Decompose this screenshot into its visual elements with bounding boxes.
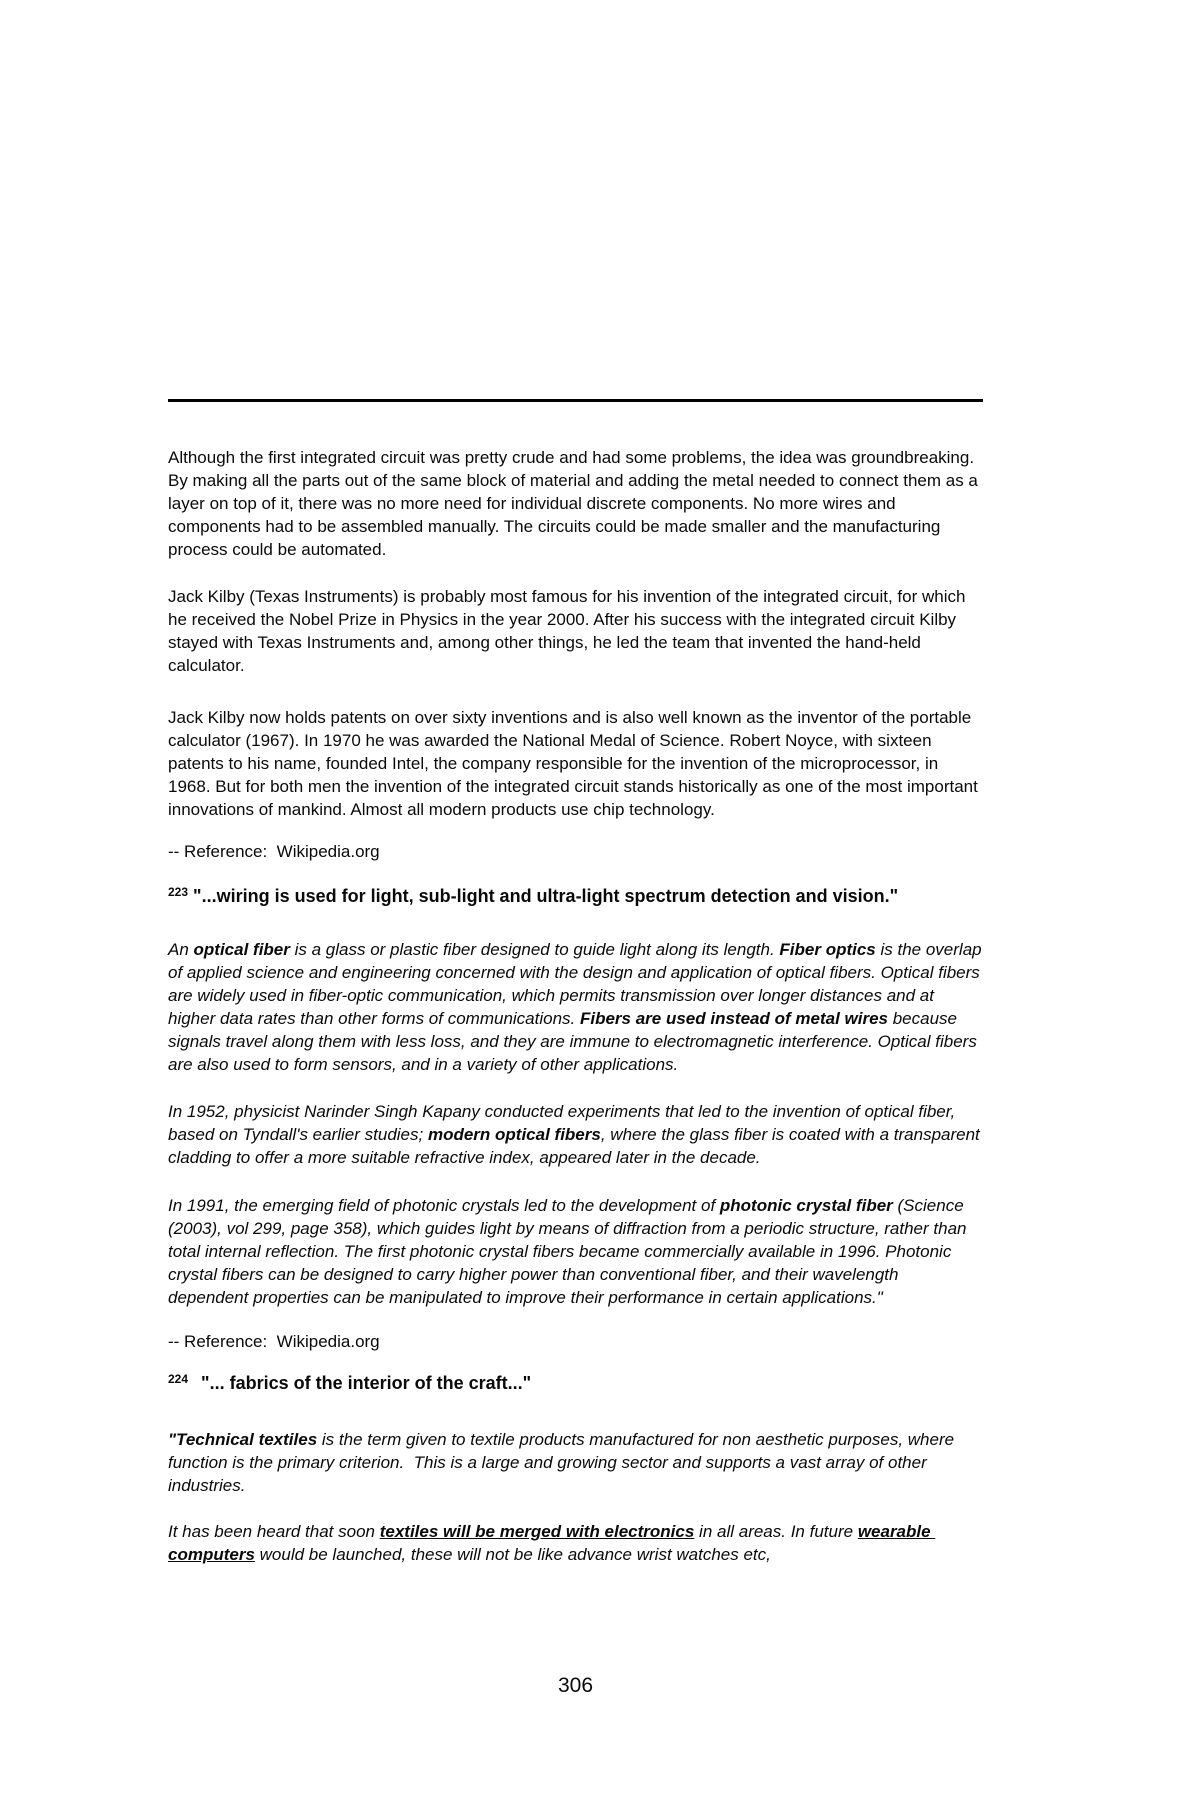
paragraph-integrated-circuit: Although the first integrated circuit was pretty crude and had some problems, the idea was groundbreaking. By making all the parts out of the same block of material and adding the metal needed to connect them as a layer on top of it, there was no more need for individual discrete components. No more wires and components had to be assembled manually. The circuits could be made smaller and the manufacturing process could be automated. xyxy=(168,448,983,559)
footnote-224-number: 224 xyxy=(168,1372,189,1386)
footnote-223 xyxy=(168,880,983,908)
footnote-223-number: 223 xyxy=(168,885,189,899)
paragraph-optical-fiber: An optical fiber is a glass or plastic fiber designed to guide light along its length. Fiber optics is the overlap of applied science and engineering concerned with the design and application of optical fibers. Optical fibers are widely used in fiber-optic communication, which permits transmission over longer distances and at higher data rates than other forms of communications. Fibers are used instead of metal wires because signals travel along them with less loss, and they are immune to electromagnetic interference. Optical fibers are also used to form sensors, and in a variety of other applications. xyxy=(168,940,987,1074)
text-column xyxy=(168,399,987,1566)
paragraph-kilby-patents: Jack Kilby now holds patents on over sixty inventions and is also well known as the inventor of the portable calculator (1967). In 1970 he was awarded the National Medal of Science. Robert Noyce, with sixteen patents to his name, founded Intel, the company responsible for the invention of the microprocessor, in 1968. But for both men the invention of the integrated circuit stands historically as one of the most important innovations of mankind. Almost all modern products use chip technology. xyxy=(168,708,983,819)
footnote-224-quote: "... fabrics of the interior of the craft..." xyxy=(201,1373,532,1393)
paragraph-photonic-1991: In 1991, the emerging field of photonic crystals led to the development of photonic crystal fiber (Science (2003), vol 299, page 358), which guides light by means of diffraction from a periodic structure, rather than total internal reflection. The first photonic crystal fibers became commercially available in 1996. Photonic crystal fibers can be designed to carry higher power than conventional fiber, and their wavelength dependent properties can be manipulated to improve their performance in certain applications." xyxy=(168,1196,972,1307)
section-divider-rule xyxy=(168,399,983,402)
paragraph-technical-textiles: "Technical textiles is the term given to textile products manufactured for non aesthetic purposes, where function is the primary criterion. This is a large and growing sector and supports a vast array of other industries. xyxy=(168,1430,959,1495)
paragraph-wearable-computers: It has been heard that soon textiles will be merged with electronics in all areas. In future wearable computers would be launched, these will not be like advance wrist watches etc, xyxy=(168,1522,936,1564)
page-number: 306 xyxy=(557,1674,594,1697)
reference-wikipedia-1: -- Reference: Wikipedia.org xyxy=(168,842,380,861)
paragraph-kapany-1952: In 1952, physicist Narinder Singh Kapany conducted experiments that led to the invention of optical fiber, based on Tyndall's earlier studies; modern optical fibers, where the glass fiber is coated with a transparent cladding to offer a more suitable refractive index, appeared later in the decade. xyxy=(168,1102,985,1167)
paragraph-kilby-nobel: Jack Kilby (Texas Instruments) is probably most famous for his invention of the integrated circuit, for which he received the Nobel Prize in Physics in the year 2000. After his success with the integrated circuit Kilby stayed with Texas Instruments and, among other things, he led the team that invented the hand-held calculator. xyxy=(168,587,971,675)
reference-wikipedia-2: -- Reference: Wikipedia.org xyxy=(168,1332,380,1351)
footnote-224 xyxy=(168,1367,983,1395)
footnote-223-quote: "...wiring is used for light, sub-light and ultra-light spectrum detection and vision." xyxy=(193,886,899,906)
